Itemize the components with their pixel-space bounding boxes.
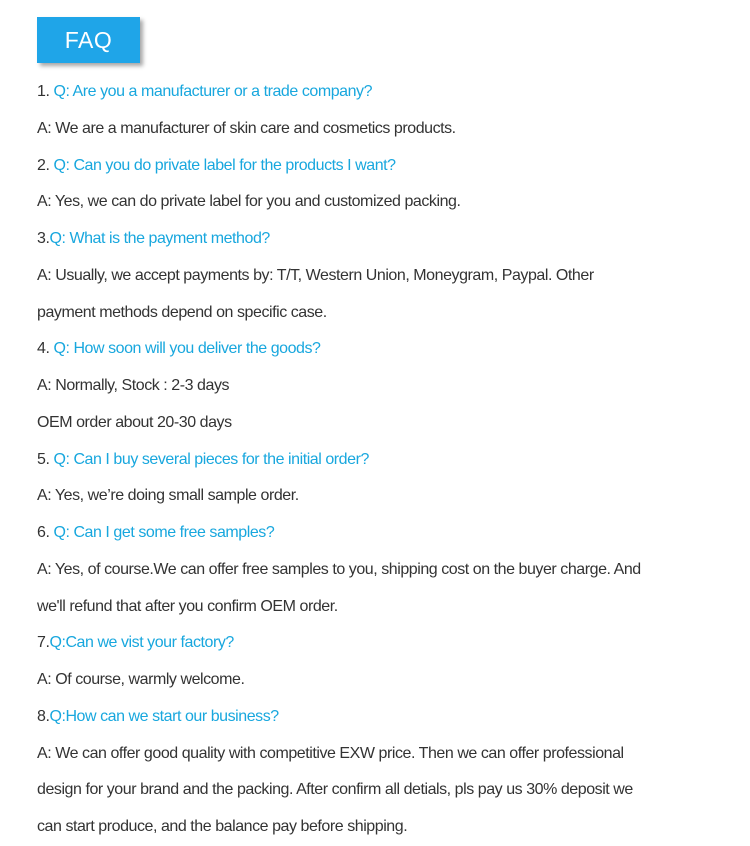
faq-answer-7: A: Of course, warmly welcome.: [37, 671, 245, 688]
question-text: Q: What is the payment method?: [49, 230, 270, 247]
faq-answer-6-line-2: we'll refund that after you confirm OEM order.: [37, 597, 338, 615]
question-text: Q: How soon will you deliver the goods?: [53, 340, 321, 358]
faq-answer-4-line-2: OEM order about 20-30 days: [37, 413, 232, 431]
faq-question-2: [37, 148, 717, 185]
faq-question-7: [37, 625, 717, 662]
question-text: Q: Can I get some free samples?: [53, 524, 275, 541]
faq-list: [37, 74, 717, 846]
question-text: Q: Are you a manufacturer or a trade company?: [53, 83, 373, 100]
question-text: Q: Can you do private label for the products I want?: [53, 156, 396, 174]
question-number: 1.: [37, 83, 54, 100]
faq-answer-2: A: Yes, we can do private label for you and customized packing.: [37, 193, 461, 211]
question-text: Q: Can I buy several pieces for the initial order?: [53, 450, 369, 468]
question-number: 2.: [37, 156, 54, 174]
faq-header: [37, 17, 140, 63]
faq-answer-8-line-1: A: We can offer good quality with competitive EXW price. Then we can offer professional: [37, 744, 624, 762]
faq-answer-8-line-2: design for your brand and the packing. After confirm all detials, pls pay us 30% deposit we: [37, 781, 633, 799]
faq-answer-4-line-1: A: Normally, Stock : 2-3 days: [37, 377, 230, 394]
faq-question-8: [37, 699, 717, 736]
question-number: 8.: [37, 707, 50, 725]
faq-question-4: [37, 331, 717, 368]
faq-answer-1: A: We are a manufacturer of skin care and cosmetics products.: [37, 119, 456, 137]
faq-answer-8-line-3: can start produce, and the balance pay before shipping.: [37, 818, 408, 835]
faq-title: FAQ: [64, 27, 113, 53]
question-number: 3.: [37, 230, 50, 247]
faq-answer-3-line-1: A: Usually, we accept payments by: T/T, Western Union, Moneygram, Paypal. Other: [37, 266, 594, 284]
question-text: Q:Can we vist your factory?: [49, 634, 234, 652]
question-number: 4.: [37, 340, 54, 358]
question-number: 7.: [37, 634, 50, 652]
faq-answer-5: A: Yes, we’re doing small sample order.: [37, 487, 299, 505]
faq-answer-6-line-1: A: Yes, of course.We can offer free samples to you, shipping cost on the buyer charge. And: [37, 560, 641, 578]
faq-question-6: [37, 515, 717, 552]
faq-question-5: [37, 442, 717, 479]
question-text: Q:How can we start our business?: [49, 707, 279, 725]
question-number: 6.: [37, 524, 54, 541]
faq-question-3: [37, 221, 717, 258]
question-number: 5.: [37, 450, 54, 468]
faq-question-1: [37, 74, 717, 111]
faq-answer-3-line-2: payment methods depend on specific case.: [37, 303, 327, 321]
